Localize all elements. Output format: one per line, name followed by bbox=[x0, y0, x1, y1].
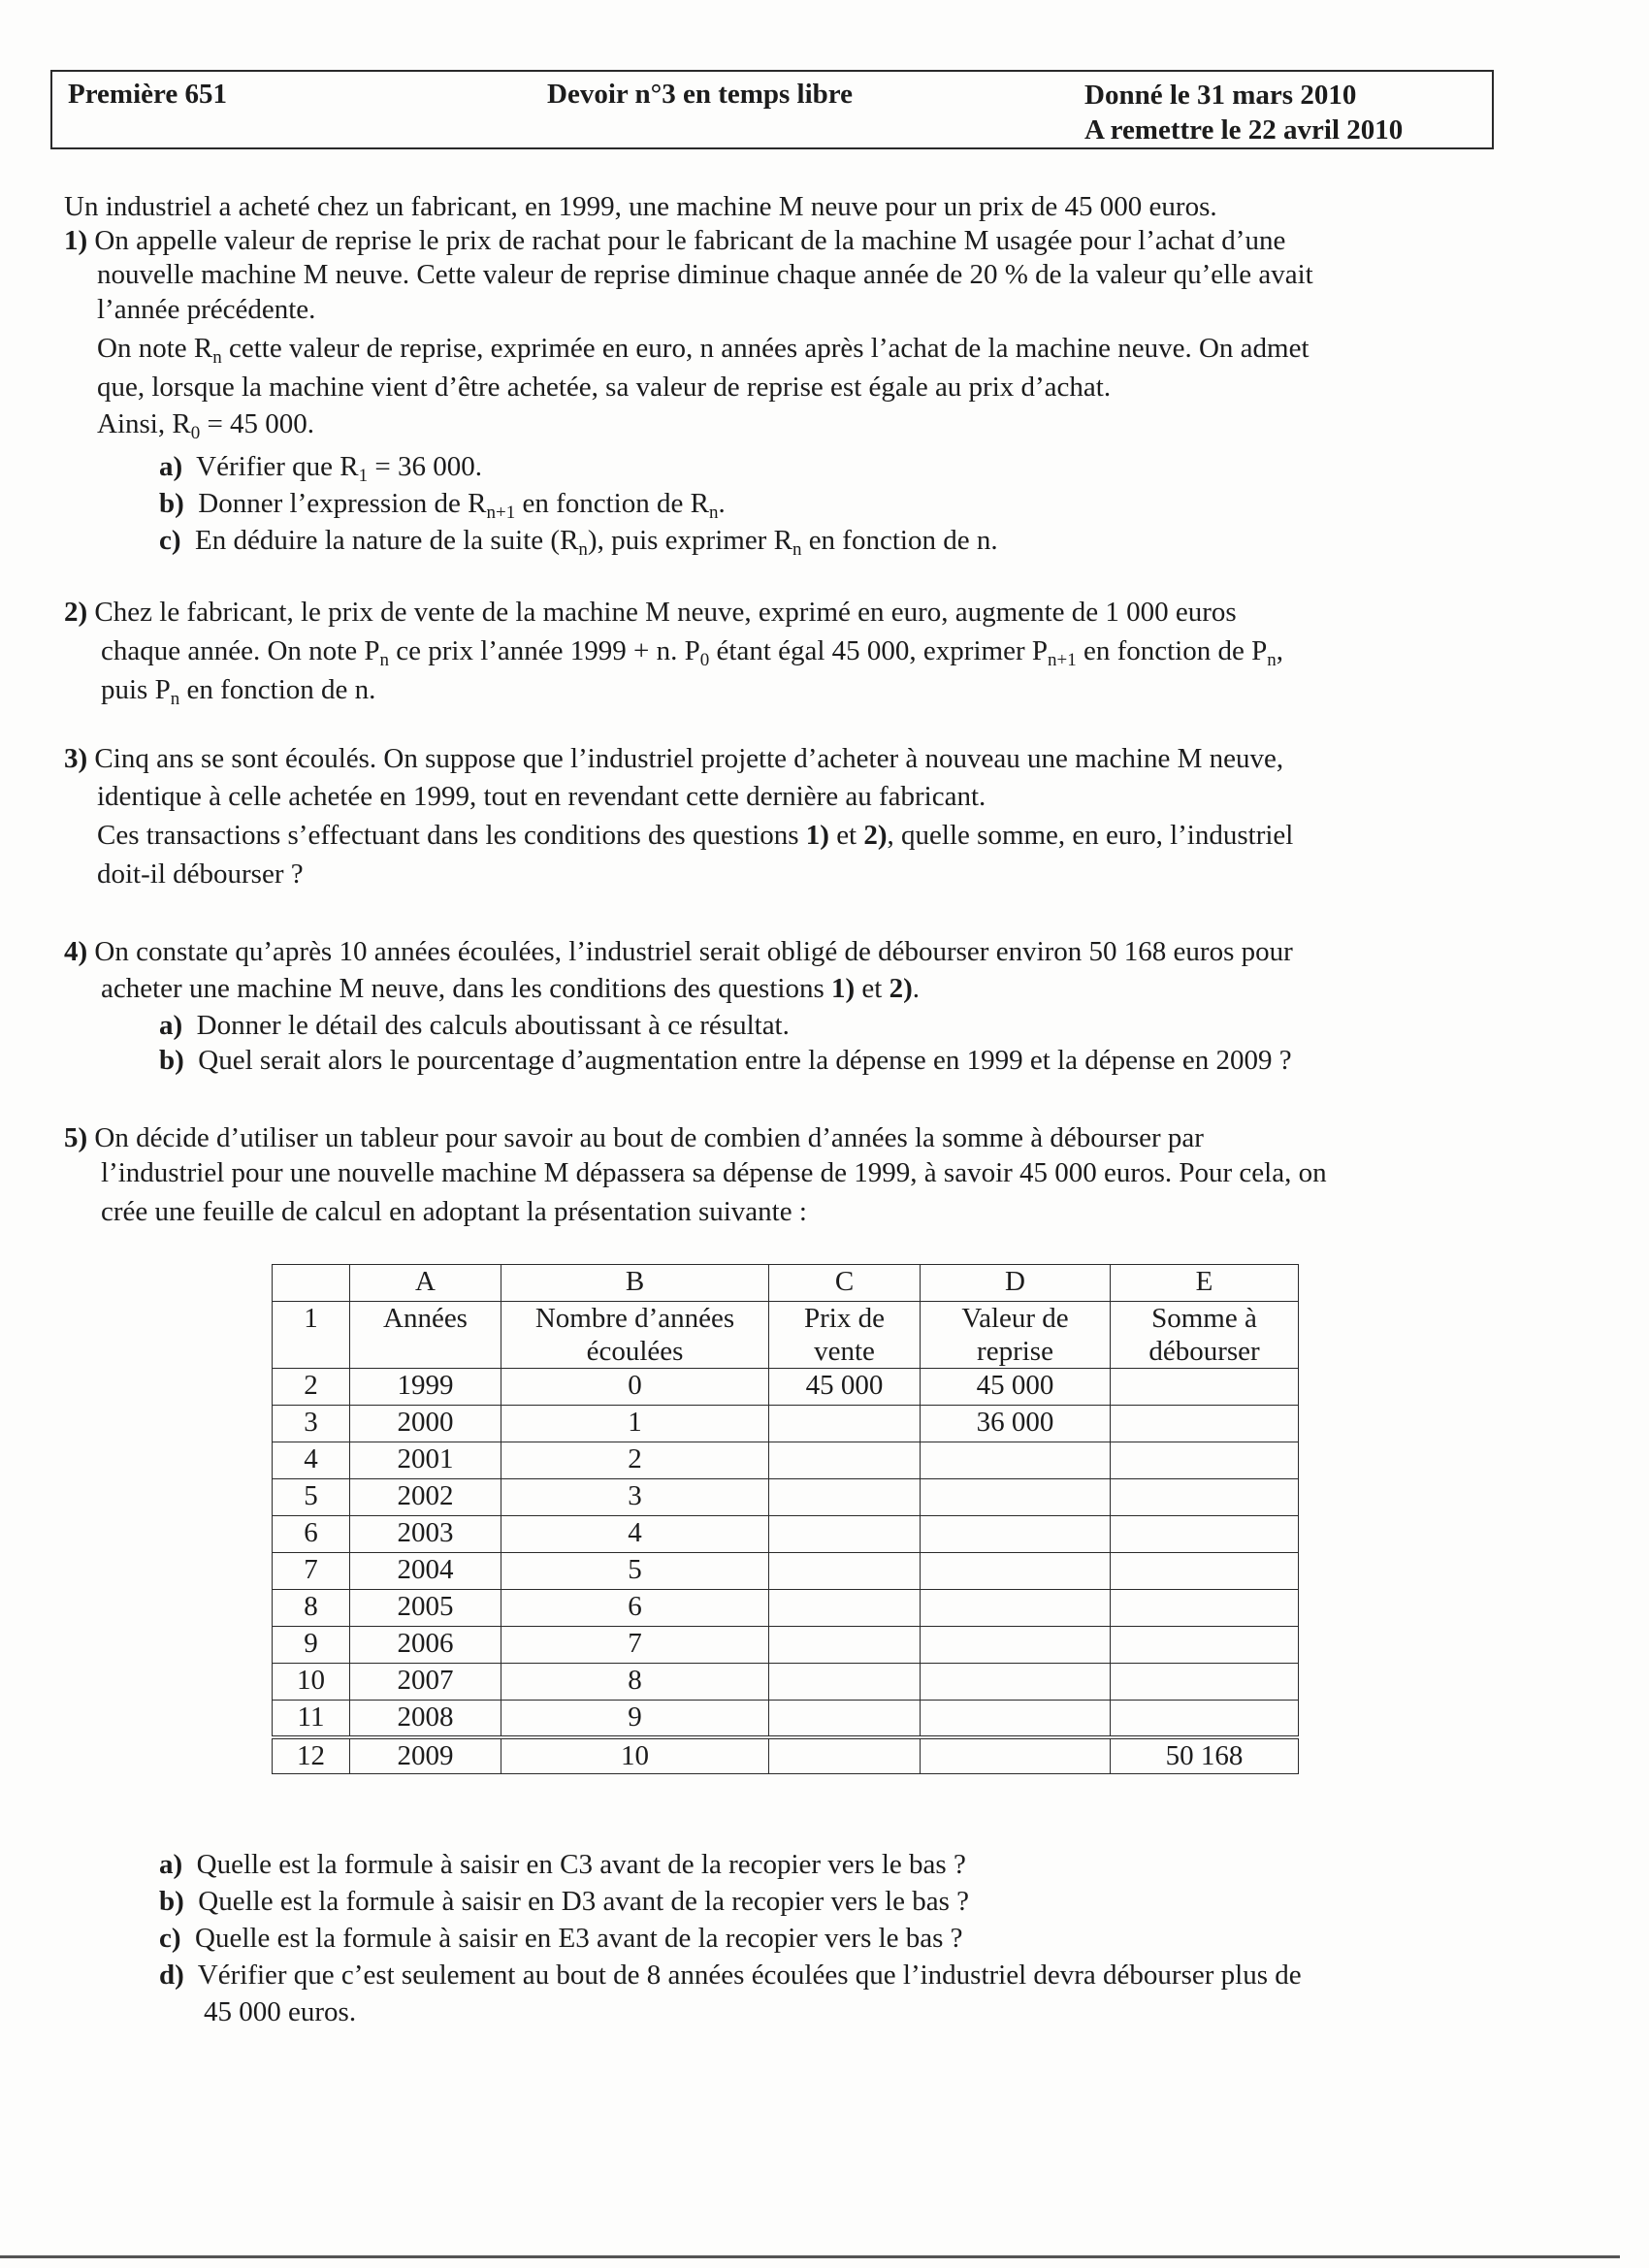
cell bbox=[921, 1553, 1111, 1590]
text: Quelle est la formule à saisir en D3 avant de la recopier vers le bas ? bbox=[198, 1886, 970, 1917]
cell bbox=[1111, 1701, 1299, 1737]
cell bbox=[769, 1406, 921, 1442]
q1-line6 bbox=[97, 405, 314, 442]
text: Chez le fabricant, le prix de vente de la machine M neuve, exprimé en euro, augmente de 1 000 euros bbox=[94, 597, 1237, 628]
q1-number: 1) bbox=[64, 225, 88, 256]
ref: 1) bbox=[831, 973, 856, 1004]
q5-number: 5) bbox=[64, 1122, 88, 1153]
cell: 1 bbox=[501, 1406, 769, 1442]
subscript: n+1 bbox=[1047, 650, 1077, 670]
q4b bbox=[159, 1042, 1292, 1079]
text: Quel serait alors le pourcentage d’augmentation entre la dépense en 1999 et la dépense en 2009 ? bbox=[198, 1045, 1292, 1076]
row-number: 7 bbox=[273, 1553, 350, 1590]
cell: 8 bbox=[501, 1664, 769, 1701]
cell: 2008 bbox=[350, 1701, 501, 1737]
label: a) bbox=[159, 1849, 183, 1880]
col-header-a: A bbox=[350, 1265, 501, 1302]
text: , bbox=[1276, 635, 1283, 666]
cell bbox=[1111, 1406, 1299, 1442]
cell: 9 bbox=[501, 1701, 769, 1737]
cell: 2009 bbox=[350, 1737, 501, 1774]
row-number: 5 bbox=[273, 1479, 350, 1516]
row-number: 12 bbox=[273, 1737, 350, 1774]
text: , quelle somme, en euro, l’industriel bbox=[887, 820, 1294, 851]
cell bbox=[921, 1701, 1111, 1737]
text: en fonction de R bbox=[515, 488, 709, 519]
table-row bbox=[273, 1737, 1299, 1774]
q2-number: 2) bbox=[64, 597, 88, 628]
subscript: n+1 bbox=[486, 502, 516, 523]
q4-number: 4) bbox=[64, 936, 88, 967]
table-row bbox=[273, 1516, 1299, 1553]
text: vente bbox=[814, 1336, 875, 1367]
cell: 4 bbox=[501, 1516, 769, 1553]
cell: 2000 bbox=[350, 1406, 501, 1442]
text: Valeur de bbox=[961, 1303, 1069, 1334]
text: Vérifier que R bbox=[196, 451, 359, 482]
text: Ainsi, R bbox=[97, 408, 191, 439]
row-number: 1 bbox=[273, 1302, 350, 1369]
table-row bbox=[273, 1590, 1299, 1627]
label: c) bbox=[159, 1923, 181, 1954]
assignment-title: Devoir n°3 en temps libre bbox=[547, 79, 854, 110]
label: a) bbox=[159, 1010, 183, 1041]
q5d-line2: 45 000 euros. bbox=[204, 1996, 357, 2027]
text: = 36 000. bbox=[368, 451, 483, 482]
label: d) bbox=[159, 1960, 184, 1991]
text: débourser bbox=[1148, 1336, 1260, 1367]
q5b bbox=[159, 1883, 969, 1920]
header-row bbox=[273, 1302, 1299, 1369]
header-prix-vente bbox=[769, 1302, 921, 1369]
cell: 3 bbox=[501, 1479, 769, 1516]
text: Vérifier que c’est seulement au bout de 8 années écoulées que l’industriel devra débourser plus de bbox=[197, 1960, 1302, 1991]
cell: 2 bbox=[501, 1442, 769, 1479]
cell: 2001 bbox=[350, 1442, 501, 1479]
due-date: A remettre le 22 avril 2010 bbox=[1084, 114, 1404, 146]
cell: 50 168 bbox=[1111, 1737, 1299, 1774]
text: . bbox=[718, 488, 726, 519]
text: en fonction de P bbox=[1076, 635, 1268, 666]
class-label: Première 651 bbox=[68, 79, 227, 110]
q5d bbox=[159, 1957, 1302, 1993]
cell: 10 bbox=[501, 1737, 769, 1774]
dates bbox=[1084, 78, 1403, 147]
cell bbox=[769, 1737, 921, 1774]
q5-line1 bbox=[64, 1119, 1204, 1156]
subscript: n bbox=[708, 502, 719, 523]
text: On note R bbox=[97, 333, 213, 364]
text: en fonction de n. bbox=[801, 525, 998, 556]
text: acheter une machine M neuve, dans les conditions des questions bbox=[101, 973, 831, 1004]
cell bbox=[769, 1553, 921, 1590]
cell: 2003 bbox=[350, 1516, 501, 1553]
header-valeur-reprise bbox=[921, 1302, 1111, 1369]
text: En déduire la nature de la suite (R bbox=[195, 525, 579, 556]
q1a bbox=[159, 448, 482, 485]
subscript: n bbox=[1267, 650, 1277, 670]
q1c bbox=[159, 522, 998, 559]
text: Cinq ans se sont écoulés. On suppose que l’industriel projette d’acheter à nouveau une machine M neuve, bbox=[94, 743, 1284, 774]
q1-line5: que, lorsque la machine vient d’être achetée, sa valeur de reprise est égale au prix d’achat. bbox=[97, 372, 1112, 403]
q3-line3 bbox=[97, 817, 1293, 854]
text: écoulées bbox=[586, 1336, 684, 1367]
table-row bbox=[273, 1701, 1299, 1737]
text: . bbox=[912, 973, 921, 1004]
table-row bbox=[273, 1627, 1299, 1664]
cell bbox=[769, 1627, 921, 1664]
text: en fonction de n. bbox=[179, 674, 376, 705]
text: On constate qu’après 10 années écoulées, l’industriel serait obligé de débourser environ 50 168 euros pour bbox=[94, 936, 1293, 967]
cell bbox=[769, 1479, 921, 1516]
cell: 36 000 bbox=[921, 1406, 1111, 1442]
scan-edge-line bbox=[0, 2255, 1620, 2258]
text: Donner l’expression de R bbox=[198, 488, 487, 519]
q1-line2: nouvelle machine M neuve. Cette valeur de reprise diminue chaque année de 20 % de la valeur qu’elle avait bbox=[97, 259, 1313, 290]
col-header-c: C bbox=[769, 1265, 921, 1302]
header-nombre-annees bbox=[501, 1302, 769, 1369]
table-row bbox=[273, 1442, 1299, 1479]
header-box bbox=[50, 70, 1494, 149]
text: Nombre d’années bbox=[534, 1303, 735, 1334]
text: chaque année. On note P bbox=[101, 635, 380, 666]
col-header-d: D bbox=[921, 1265, 1111, 1302]
cell: 2002 bbox=[350, 1479, 501, 1516]
table-row bbox=[273, 1406, 1299, 1442]
cell bbox=[1111, 1664, 1299, 1701]
row-number: 6 bbox=[273, 1516, 350, 1553]
subscript: n bbox=[578, 539, 588, 560]
cell: 2007 bbox=[350, 1664, 501, 1701]
label: b) bbox=[159, 1045, 184, 1076]
text: Prix de bbox=[804, 1303, 885, 1334]
table-row bbox=[273, 1553, 1299, 1590]
cell bbox=[1111, 1369, 1299, 1406]
q5-line3: crée une feuille de calcul en adoptant la présentation suivante : bbox=[101, 1196, 807, 1227]
subscript: 0 bbox=[190, 423, 201, 443]
ref: 2) bbox=[863, 820, 888, 851]
cell bbox=[1111, 1442, 1299, 1479]
table-row bbox=[273, 1664, 1299, 1701]
cell bbox=[921, 1479, 1111, 1516]
header-annees bbox=[350, 1302, 501, 1369]
q4a bbox=[159, 1007, 790, 1044]
text: Années bbox=[383, 1303, 468, 1334]
row-number: 8 bbox=[273, 1590, 350, 1627]
row-number: 10 bbox=[273, 1664, 350, 1701]
cell bbox=[769, 1590, 921, 1627]
cell bbox=[921, 1442, 1111, 1479]
text: On appelle valeur de reprise le prix de rachat pour le fabricant de la machine M usagée pour l’achat d’une bbox=[94, 225, 1286, 256]
column-header-row bbox=[273, 1265, 1299, 1302]
text: cette valeur de reprise, exprimée en euro, n années après l’achat de la machine neuve. On admet bbox=[221, 333, 1310, 364]
given-date: Donné le 31 mars 2010 bbox=[1084, 80, 1357, 111]
ref: 1) bbox=[805, 820, 829, 851]
q1-line4 bbox=[97, 330, 1310, 367]
subscript: 0 bbox=[699, 650, 710, 670]
q1-line3: l’année précédente. bbox=[97, 294, 316, 325]
cell: 5 bbox=[501, 1553, 769, 1590]
text: reprise bbox=[977, 1336, 1053, 1367]
ref: 2) bbox=[889, 973, 913, 1004]
cell bbox=[1111, 1553, 1299, 1590]
subscript: n bbox=[379, 650, 389, 670]
subscript: n bbox=[212, 347, 222, 368]
spreadsheet-table bbox=[272, 1264, 1299, 1774]
subscript: n bbox=[170, 689, 180, 709]
text: On décide d’utiliser un tableur pour savoir au bout de combien d’années la somme à débourser par bbox=[94, 1122, 1204, 1153]
text: puis P bbox=[101, 674, 171, 705]
cell: 6 bbox=[501, 1590, 769, 1627]
text: Quelle est la formule à saisir en E3 avant de la recopier vers le bas ? bbox=[195, 1923, 963, 1954]
q2-line1 bbox=[64, 594, 1237, 631]
q4-line1 bbox=[64, 933, 1293, 970]
text: et bbox=[828, 820, 864, 851]
subscript: 1 bbox=[358, 466, 369, 486]
cell: 45 000 bbox=[921, 1369, 1111, 1406]
cell: 1999 bbox=[350, 1369, 501, 1406]
text: et bbox=[855, 973, 889, 1004]
q2-line2 bbox=[101, 632, 1283, 669]
col-header-e: E bbox=[1111, 1265, 1299, 1302]
cell bbox=[769, 1442, 921, 1479]
q1-line1 bbox=[64, 222, 1285, 259]
cell bbox=[1111, 1479, 1299, 1516]
cell bbox=[1111, 1590, 1299, 1627]
q5c bbox=[159, 1920, 963, 1957]
text: étant égal 45 000, exprimer P bbox=[709, 635, 1048, 666]
subscript: n bbox=[792, 539, 802, 560]
row-number: 3 bbox=[273, 1406, 350, 1442]
row-number: 11 bbox=[273, 1701, 350, 1737]
cell: 0 bbox=[501, 1369, 769, 1406]
q4-line2 bbox=[101, 970, 920, 1007]
row-number: 4 bbox=[273, 1442, 350, 1479]
q5a bbox=[159, 1846, 966, 1883]
text: Somme à bbox=[1151, 1303, 1257, 1334]
q3-number: 3) bbox=[64, 743, 88, 774]
cell: 2005 bbox=[350, 1590, 501, 1627]
label: b) bbox=[159, 1886, 184, 1917]
cell bbox=[769, 1516, 921, 1553]
cell bbox=[1111, 1516, 1299, 1553]
text: Donner le détail des calculs aboutissant à ce résultat. bbox=[196, 1010, 790, 1041]
cell bbox=[921, 1737, 1111, 1774]
col-header-b: B bbox=[501, 1265, 769, 1302]
row-number: 9 bbox=[273, 1627, 350, 1664]
cell bbox=[769, 1664, 921, 1701]
cell bbox=[921, 1664, 1111, 1701]
text: Ces transactions s’effectuant dans les conditions des questions bbox=[97, 820, 806, 851]
text: Quelle est la formule à saisir en C3 avant de la recopier vers le bas ? bbox=[196, 1849, 966, 1880]
q3-line1 bbox=[64, 740, 1283, 777]
header-somme-debourser bbox=[1111, 1302, 1299, 1369]
cell: 45 000 bbox=[769, 1369, 921, 1406]
cell bbox=[921, 1627, 1111, 1664]
cell: 2006 bbox=[350, 1627, 501, 1664]
cell bbox=[1111, 1627, 1299, 1664]
cell bbox=[921, 1590, 1111, 1627]
row-number: 2 bbox=[273, 1369, 350, 1406]
intro-text: Un industriel a acheté chez un fabricant, en 1999, une machine M neuve pour un prix de 45 000 euros. bbox=[64, 191, 1217, 222]
text: ), puis exprimer R bbox=[587, 525, 792, 556]
q2-line3 bbox=[101, 671, 375, 708]
q5-line2: l’industriel pour une nouvelle machine M dépassera sa dépense de 1999, à savoir 45 000 euros. Pour cela, on bbox=[101, 1157, 1327, 1188]
table-row bbox=[273, 1369, 1299, 1406]
cell: 7 bbox=[501, 1627, 769, 1664]
cell: 2004 bbox=[350, 1553, 501, 1590]
cell bbox=[769, 1701, 921, 1737]
cell bbox=[921, 1516, 1111, 1553]
q1b bbox=[159, 485, 726, 522]
table-row bbox=[273, 1479, 1299, 1516]
q3-line2: identique à celle achetée en 1999, tout en revendant cette dernière au fabricant. bbox=[97, 781, 986, 812]
label: c) bbox=[159, 525, 181, 556]
q3-line4: doit-il débourser ? bbox=[97, 859, 304, 890]
label: a) bbox=[159, 451, 183, 482]
label: b) bbox=[159, 488, 184, 519]
text: = 45 000. bbox=[200, 408, 315, 439]
text: ce prix l’année 1999 + n. P bbox=[388, 635, 700, 666]
corner-cell bbox=[273, 1265, 350, 1302]
